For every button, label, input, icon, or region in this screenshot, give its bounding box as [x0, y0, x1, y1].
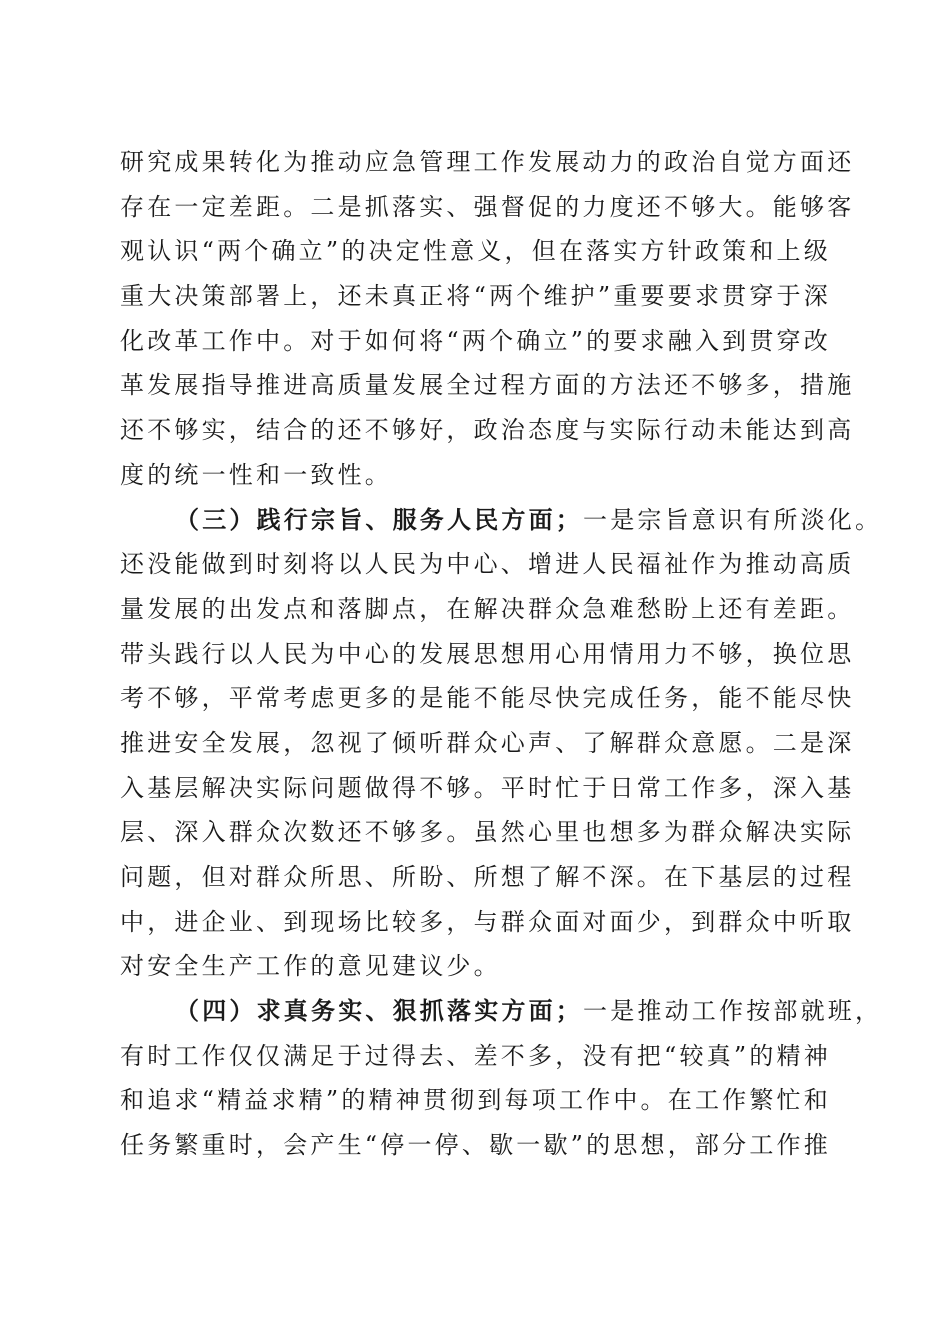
text-line: 推进安全发展，忽视了倾听群众心声、了解群众意愿。二是深 — [120, 728, 855, 757]
document-body — [120, 140, 883, 1168]
text-line: 研究成果转化为推动应急管理工作发展动力的政治自觉方面还 — [120, 148, 855, 176]
text-run: 一是宗旨意识有所淡化。 — [583, 505, 883, 534]
text-line: 问题，但对群众所思、所盼、所想了解不深。在下基层的过程 — [120, 863, 855, 891]
text-line: 观认识“两个确立”的决定性意义，但在落实方针政策和上级 — [120, 237, 831, 266]
text-line: 层、深入群众次数还不够多。虽然心里也想多为群众解决实际 — [120, 818, 855, 847]
section-heading-4: （四）求真务实、狠抓落实方面； — [175, 996, 583, 1026]
text-line: 还不够实，结合的还不够好，政治态度与实际行动未能达到高 — [120, 416, 855, 445]
text-line: 对安全生产工作的意见建议少。 — [120, 952, 501, 981]
paragraph-political-awareness — [120, 140, 855, 498]
text-line: 重大决策部署上，还未真正将“两个维护”重要要求贯穿于深 — [120, 282, 831, 311]
text-line: 革发展指导推进高质量发展全过程方面的方法还不够多，措施 — [120, 371, 855, 400]
text-line: 带头践行以人民为中心的发展思想用心用情用力不够，换位思 — [120, 639, 855, 668]
text-line: 度的统一性和一致性。 — [120, 460, 392, 489]
section-heading-3: （三）践行宗旨、服务人民方面； — [175, 504, 583, 534]
text-line: 存在一定差距。二是抓落实、强督促的力度还不够大。能够客 — [120, 192, 855, 221]
text-line: 任务繁重时，会产生“停一停、歇一歇”的思想，部分工作推 — [120, 1131, 831, 1160]
paragraph-serving-people — [120, 498, 883, 990]
text-run: 一是推动工作按部就班， — [583, 997, 883, 1026]
text-line: 量发展的出发点和落脚点，在解决群众急难愁盼上还有差距。 — [120, 594, 855, 623]
text-line: 入基层解决实际问题做得不够。平时忙于日常工作多，深入基 — [120, 773, 855, 802]
text-line: 还没能做到时刻将以人民为中心、增进人民福祉作为推动高质 — [120, 550, 855, 579]
text-line: 化改革工作中。对于如何将“两个确立”的要求融入到贯穿改 — [120, 326, 831, 355]
text-line: 考不够，平常考虑更多的是能不能尽快完成任务，能不能尽快 — [120, 684, 855, 713]
text-line: 有时工作仅仅满足于过得去、差不多，没有把“较真”的精神 — [120, 1041, 831, 1070]
text-line-first — [120, 498, 883, 543]
text-line: 和追求“精益求精”的精神贯彻到每项工作中。在工作繁忙和 — [120, 1086, 831, 1115]
paragraph-seeking-truth — [120, 989, 883, 1168]
text-line: 中，进企业、到现场比较多，与群众面对面少，到群众中听取 — [120, 907, 855, 936]
text-line-first — [120, 989, 883, 1034]
